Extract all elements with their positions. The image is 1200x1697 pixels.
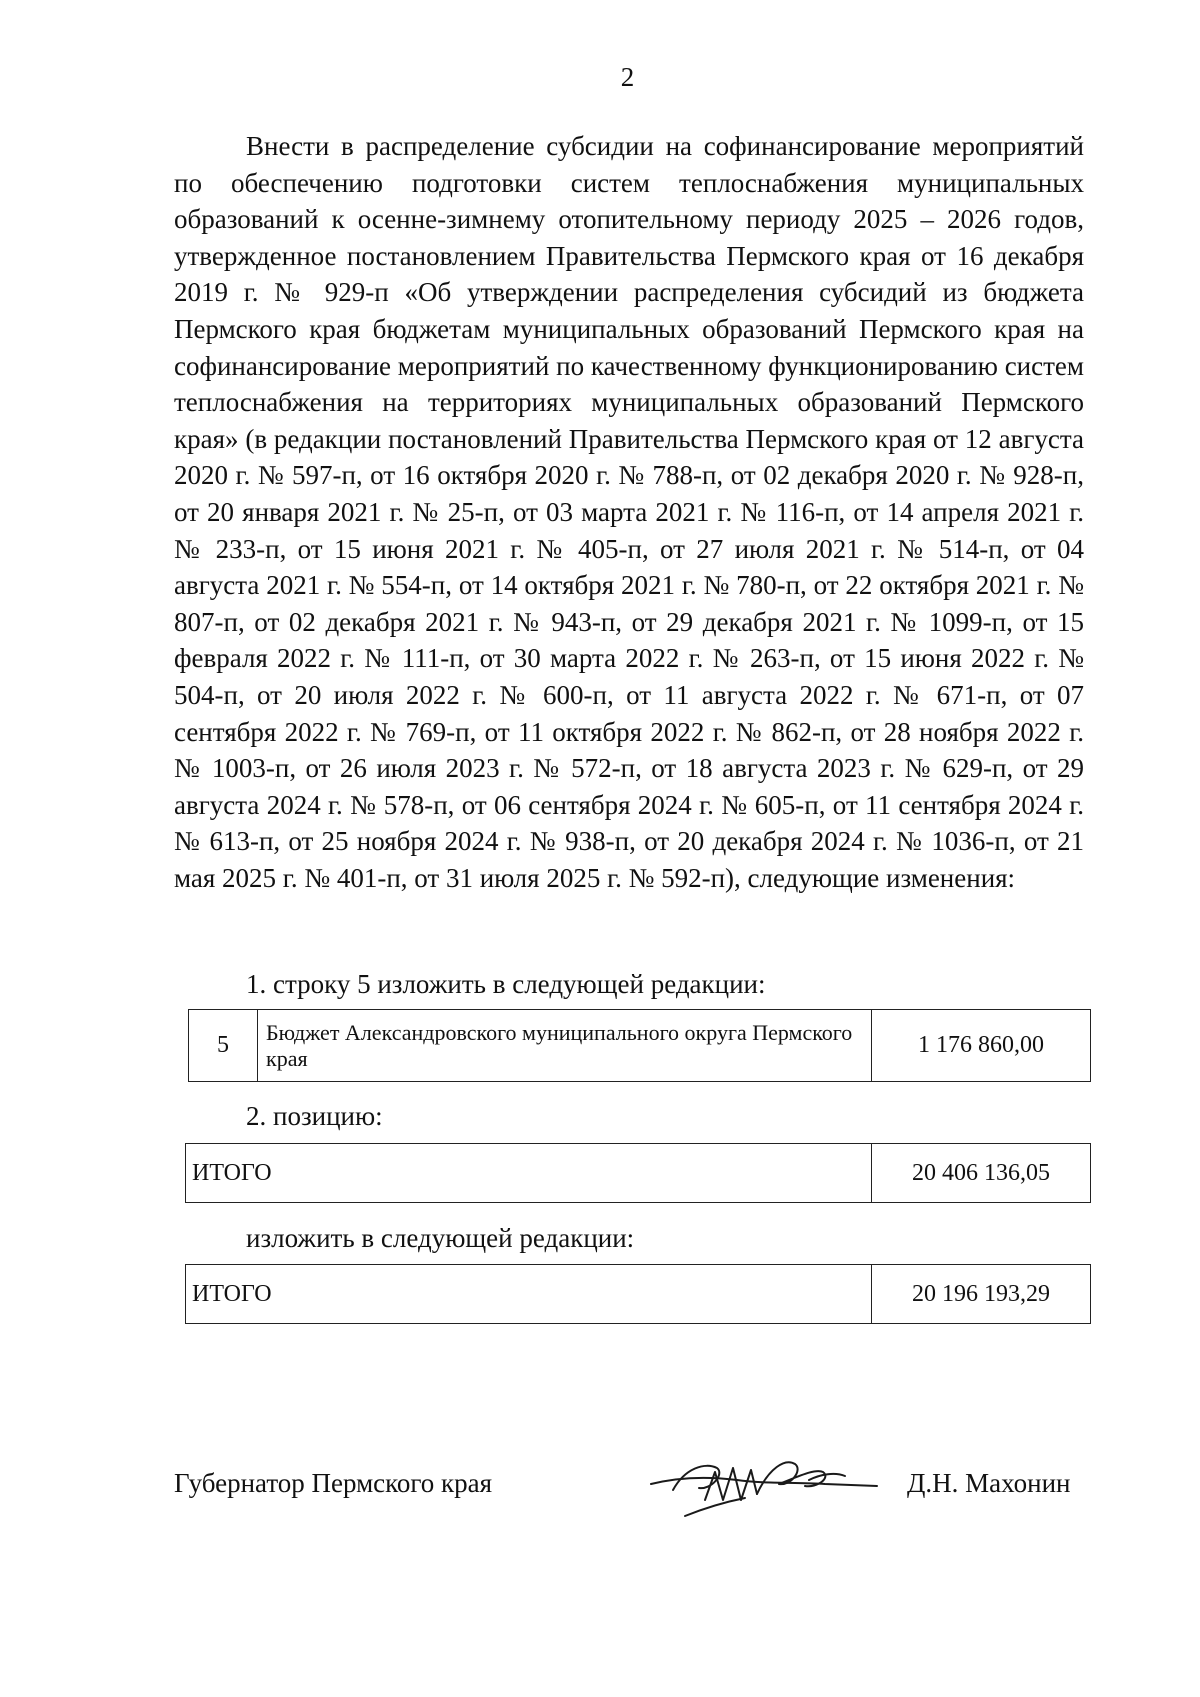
replace-instruction: изложить в следующей редакции: — [246, 1223, 635, 1253]
item1-instruction: 1. строку 5 изложить в следующей редакции: — [246, 969, 766, 999]
table-row — [186, 1144, 1091, 1203]
table-row — [186, 1265, 1091, 1324]
item2-new-table — [185, 1264, 1091, 1324]
total-amount-cell: 20 406 136,05 — [872, 1144, 1091, 1203]
page-number: 2 — [620, 62, 635, 92]
row-number-cell: 5 — [189, 1010, 258, 1082]
body-paragraph: Внести в распределение субсидии на софинансирование мероприятий по обеспечению подготовки систем теплоснабжения муниципальных образований к осенне-зимнему отопительному периоду 2025 – 2026 годов, утвержденное постановлением Правительства Пермского края от 16 декабря 2019 г. № 929-п «Об утверждении распределения субсидий из бюджета Пермского края бюджетам муниципальных образований Пермского края на софинансирование мероприятий по качественному функционированию систем теплоснабжения на территориях муниципальных образований Пермского края» (в редакции постановлений Правительства Пермского края от 12 августа 2020 г. № 597-п, от 16 октября 2020 г. № 788-п, от 02 декабря 2020 г. № 928-п, от 20 января 2021 г. № 25-п, от 03 марта 2021 г. № 116-п, от 14 апреля 2021 г. № 233-п, от 15 июня 2021 г. № 405-п, от 27 июля 2021 г. № 514-п, от 04 августа 2021 г. № 554-п, от 14 октября 2021 г. № 780-п, от 22 октября 2021 г. № 807-п, от 02 декабря 2021 г. № 943-п, от 29 декабря 2021 г. № 1099-п, от 15 февраля 2022 г. № 111-п, от 30 марта 2022 г. № 263-п, от 15 июня 2022 г. № 504-п, от 20 июля 2022 г. № 600-п, от 11 августа 2022 г. № 671-п, от 07 сентября 2022 г. № 769-п, от 11 октября 2022 г. № 862-п, от 28 ноября 2022 г. № 1003-п, от 26 июля 2023 г. № 572-п, от 18 августа 2023 г. № 629-п, от 29 августа 2024 г. № 578-п, от 06 сентября 2024 г. № 605-п, от 11 сентября 2024 г. № 613-п, от 25 ноября 2024 г. № 938-п, от 20 декабря 2024 г. № 1036-п, от 21 мая 2025 г. № 401-п, от 31 июля 2025 г. № 592-п), следующие изменения: — [174, 131, 1084, 893]
row-amount-cell: 1 176 860,00 — [872, 1010, 1091, 1082]
row-name-cell: Бюджет Александровского муниципального округа Пермского края — [258, 1010, 872, 1082]
handwritten-signature — [645, 1438, 885, 1528]
total-amount-cell: 20 196 193,29 — [872, 1265, 1091, 1324]
item2-instruction: 2. позицию: — [246, 1101, 383, 1131]
signer-position: Губернатор Пермского края — [174, 1468, 493, 1498]
signer-name: Д.Н. Махонин — [907, 1468, 1071, 1498]
table-row — [189, 1010, 1091, 1082]
item2-old-table — [185, 1143, 1091, 1203]
total-label-cell: ИТОГО — [186, 1144, 872, 1203]
total-label-cell: ИТОГО — [186, 1265, 872, 1324]
item1-table — [188, 1009, 1091, 1082]
